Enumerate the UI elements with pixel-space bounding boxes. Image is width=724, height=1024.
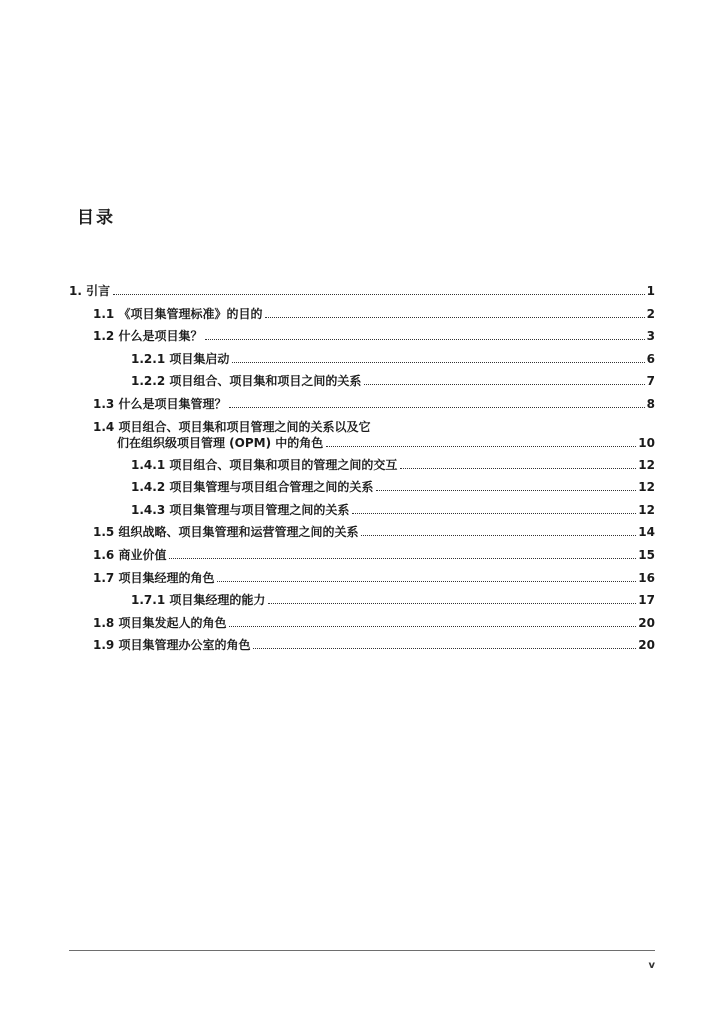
toc-entry[interactable]	[0, 502, 724, 525]
toc-entry-page: 12	[638, 457, 655, 472]
toc-entry-number: 1.5	[93, 525, 115, 540]
toc-dot-leader	[361, 535, 636, 536]
toc-entry-number: 1.9	[93, 638, 115, 653]
toc-entry-label: 商业价值	[118, 547, 167, 562]
toc-entry-label: 项目集经理的能力	[169, 593, 266, 608]
toc-dot-leader	[352, 513, 636, 514]
toc-entry-number: 1.7.1	[131, 593, 166, 608]
toc-entry-page: 1	[646, 284, 655, 298]
toc-dot-leader	[326, 446, 636, 447]
toc-dot-leader	[113, 294, 645, 295]
page-title: 目录	[77, 208, 115, 228]
toc-entry[interactable]	[0, 570, 724, 593]
toc-entry-number: 1.7	[93, 570, 115, 585]
toc-dot-leader	[232, 362, 644, 363]
toc-entry-number: 1.3	[93, 396, 115, 411]
toc-entry-page: 2	[646, 306, 655, 321]
toc-entry-number: 1.8	[93, 615, 115, 630]
toc-dot-leader	[268, 603, 636, 604]
toc-entry-page: 14	[638, 525, 655, 540]
toc-entry[interactable]	[0, 637, 724, 660]
toc-entry[interactable]	[0, 592, 724, 615]
toc-entry-label: 引言	[86, 284, 111, 298]
toc-entry[interactable]	[0, 306, 724, 329]
toc-entry-page: 20	[638, 638, 655, 653]
toc-list	[0, 283, 724, 660]
toc-dot-leader	[169, 558, 636, 559]
toc-entry-label: 《项目集管理标准》的目的	[118, 306, 263, 321]
toc-entry-label: 项目组合、项目集和项目之间的关系	[169, 374, 362, 389]
toc-entry-number: 1.4.3	[131, 502, 166, 517]
toc-entry-number: 1.	[69, 284, 82, 298]
toc-entry[interactable]	[0, 283, 724, 306]
toc-entry-label: 项目集经理的角色	[118, 570, 215, 585]
toc-entry-number: 1.4.2	[131, 480, 166, 495]
toc-entry-label: 项目集发起人的角色	[118, 615, 227, 630]
toc-entry-label: 项目集启动	[169, 351, 230, 366]
toc-entry-number: 1.2.2	[131, 374, 166, 389]
toc-entry[interactable]	[0, 524, 724, 547]
toc-dot-leader	[364, 384, 644, 385]
toc-entry[interactable]	[0, 419, 724, 457]
toc-entry-page: 17	[638, 593, 655, 608]
toc-entry-number: 1.1	[93, 306, 115, 321]
toc-entry-label: 什么是项目集？	[118, 329, 203, 344]
toc-entry-page: 6	[646, 351, 655, 366]
toc-entry-page: 20	[638, 615, 655, 630]
toc-entry-page: 15	[638, 547, 655, 562]
toc-dot-leader	[265, 317, 644, 318]
toc-entry-number: 1.4.1	[131, 457, 166, 472]
footer-rule	[69, 950, 655, 951]
toc-entry-page: 7	[646, 374, 655, 389]
toc-entry-label: 项目组合、项目集和项目管理之间的关系以及它	[118, 419, 371, 434]
toc-entry[interactable]	[0, 373, 724, 396]
toc-entry[interactable]	[0, 457, 724, 480]
toc-entry-number: 1.2	[93, 329, 115, 344]
toc-entry-number: 1.2.1	[131, 351, 166, 366]
toc-dot-leader	[253, 648, 636, 649]
toc-entry-label: 项目组合、项目集和项目的管理之间的交互	[169, 457, 398, 472]
toc-entry[interactable]	[0, 328, 724, 351]
toc-entry-page: 3	[646, 329, 655, 344]
toc-entry-label: 项目集管理与项目管理之间的关系	[169, 502, 350, 517]
toc-entry-label-continued: 们在组织级项目管理 (OPM) 中的角色	[117, 435, 324, 450]
page-number: v	[648, 960, 655, 971]
toc-entry-page: 16	[638, 570, 655, 585]
toc-entry-page: 12	[638, 502, 655, 517]
toc-entry-page: 10	[638, 435, 655, 450]
toc-entry[interactable]	[0, 547, 724, 570]
toc-dot-leader	[229, 626, 636, 627]
toc-entry[interactable]	[0, 479, 724, 502]
toc-entry-page: 8	[646, 396, 655, 411]
toc-dot-leader	[376, 490, 636, 491]
toc-entry[interactable]	[0, 351, 724, 374]
toc-dot-leader	[205, 339, 644, 340]
toc-entry-label: 组织战略、项目集管理和运营管理之间的关系	[118, 525, 359, 540]
toc-entry-number: 1.6	[93, 547, 115, 562]
toc-entry-label: 项目集管理与项目组合管理之间的关系	[169, 480, 374, 495]
toc-dot-leader	[217, 581, 636, 582]
toc-entry-label: 什么是项目集管理？	[118, 396, 227, 411]
toc-entry[interactable]	[0, 396, 724, 419]
toc-dot-leader	[229, 407, 644, 408]
toc-entry-page: 12	[638, 480, 655, 495]
toc-entry-label: 项目集管理办公室的角色	[118, 638, 251, 653]
toc-entry[interactable]	[0, 615, 724, 638]
toc-dot-leader	[400, 468, 636, 469]
toc-entry-number: 1.4	[93, 419, 115, 434]
